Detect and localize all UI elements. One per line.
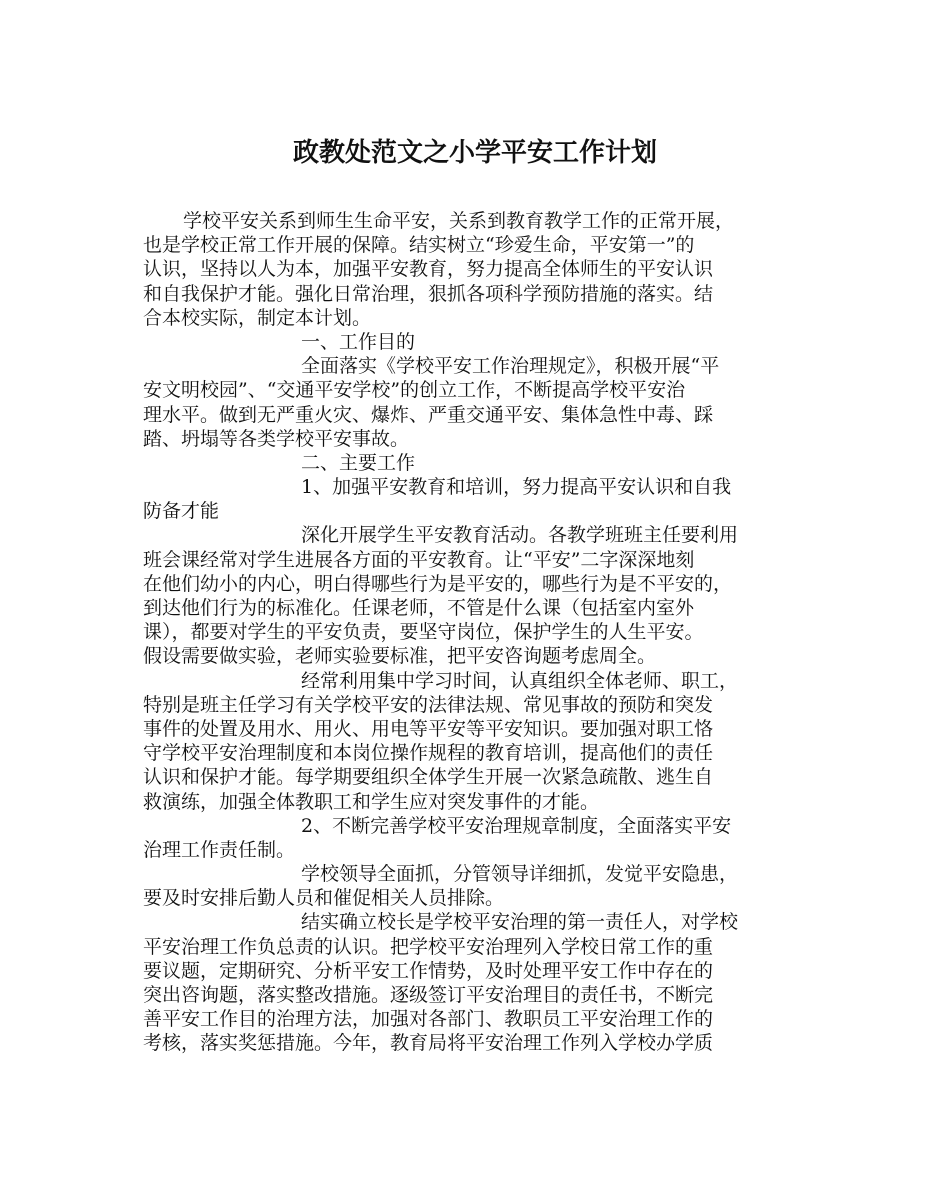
paragraph-line: 深化开展学生平安教育活动。各教学班班主任要利用 [301,524,739,547]
paragraph-line: 守学校平安治理制度和本岗位操作规程的教育培训，提高他们的责任 [143,742,714,765]
paragraph-line: 学校领导全面抓，分管领导详细抓，发觉平安隐患， [301,863,739,886]
paragraph-line: 突出咨询题，落实整改措施。逐级签订平安治理目的责任书，不断完 [143,984,714,1006]
paragraph-line: 学校平安关系到师生生命平安，关系到教育教学工作的正常开展， [183,210,735,232]
paragraph-line: 救演练，加强全体教职工和学生应对突发事件的才能。 [143,790,600,813]
paragraph-line: 特别是班主任学习有关学校平安的法律法规、常见事故的预防和突发 [143,693,714,716]
paragraph-line: 也是学校正常工作开展的保障。结实树立“珍爱生命，平安第一”的 [143,234,695,257]
paragraph-line: 到达他们行为的标准化。任课老师，不管是什么课（包括室内室外 [143,597,695,619]
paragraph-line: 和自我保护才能。强化日常治理，狠抓各项科学预防措施的落实。结 [143,282,714,305]
document-body [143,209,811,1056]
paragraph-line: 平安治理工作负总责的认识。把学校平安治理列入学校日常工作的重 [143,935,714,958]
paragraph-line: 课），都要对学生的平安负责，要坚守岗位，保护学生的人生平安。 [143,621,704,644]
document-title: 政教处范文之小学平安工作计划 [292,138,657,168]
paragraph-line: 要及时安排后勤人员和催促相关人员排除。 [143,887,505,910]
subsection-heading: 2、不断完善学校平安治理规章制度，全面落实平安 [301,814,732,837]
paragraph-line: 认识和保护才能。每学期要组织全体学生开展一次紧急疏散、逃生自 [143,766,714,789]
paragraph-line: 防备才能 [143,500,220,523]
section-heading: 二、主要工作 [301,451,416,474]
paragraph-line: 合本校实际，制定本计划。 [143,306,372,329]
paragraph-line: 假设需要做实验，老师实验要标准，把平安咨询题考虑周全。 [143,645,657,668]
paragraph-line: 认识，坚持以人为本，加强平安教育，努力提高全体师生的平安认识 [143,258,714,281]
paragraph-line: 班会课经常对学生进展各方面的平安教育。让“平安”二字深深地刻 [143,548,695,571]
paragraph-line: 要议题，定期研究、分析平安工作情势，及时处理平安工作中存在的 [143,959,714,982]
paragraph-line: 在他们幼小的内心，明白得哪些行为是平安的，哪些行为是不平安的， [143,572,733,595]
paragraph-line: 理水平。做到无严重火灾、爆炸、严重交通平安、集体急性中毒、踩 [143,403,714,426]
paragraph-line: 经常利用集中学习时间，认真组织全体老师、职工， [301,669,739,692]
paragraph-line: 事件的处置及用水、用火、用电等平安等平安知识。要加强对职工恪 [143,717,714,740]
paragraph-line: 治理工作责任制。 [143,838,296,861]
paragraph-line: 考核，落实奖惩措施。今年，教育局将平安治理工作列入学校办学质 [143,1032,714,1055]
section-heading: 一、工作目的 [301,330,416,353]
paragraph-line: 全面落实《学校平安工作治理规定》，积极开展“平 [301,355,720,378]
paragraph-line: 善平安工作目的治理方法，加强对各部门、教职员工平安治理工作的 [143,1008,714,1031]
paragraph-line: 结实确立校长是学校平安治理的第一责任人，对学校 [301,911,739,934]
paragraph-line: 踏、坍塌等各类学校平安事故。 [143,427,410,450]
paragraph-line: 安文明校园”、“交通平安学校”的创立工作，不断提高学校平安治 [143,379,686,402]
subsection-heading: 1、加强平安教育和培训，努力提高平安认识和自我 [301,476,732,499]
